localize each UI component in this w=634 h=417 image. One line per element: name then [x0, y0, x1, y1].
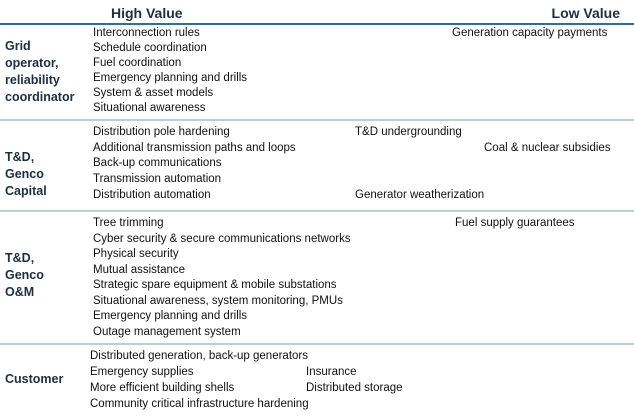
section-label-line: coordinator [5, 90, 75, 104]
list-item: Community critical infrastructure hardening [90, 398, 309, 410]
list-item: Interconnection rules [93, 27, 200, 39]
list-item: Generator weatherization [355, 189, 485, 201]
list-item: Emergency supplies [90, 366, 194, 378]
section-label-line: reliability [5, 73, 60, 87]
list-item: Generation capacity payments [452, 27, 608, 39]
list-item: Additional transmission paths and loops [93, 142, 296, 154]
list-item: Cyber security & secure communications networks [93, 233, 351, 245]
list-item: Situational awareness [93, 102, 206, 114]
list-item: Distributed generation, back-up generators [90, 350, 308, 362]
section-label-line: Grid [5, 39, 31, 53]
section-label-line: O&M [5, 285, 35, 299]
list-item: Schedule coordination [93, 42, 207, 54]
list-item: Fuel coordination [93, 57, 182, 69]
section-label-line: Genco [5, 268, 44, 282]
list-item: Emergency planning and drills [93, 72, 248, 84]
list-item: Tree trimming [93, 217, 164, 229]
section-label-line: Customer [5, 372, 64, 386]
list-item: Outage management system [93, 326, 241, 338]
section-divider [0, 343, 634, 345]
header-rule [0, 23, 634, 25]
section-label-line: Genco [5, 167, 44, 181]
section-label-line: Capital [5, 184, 47, 198]
list-item: More efficient building shells [90, 382, 235, 394]
list-item: Fuel supply guarantees [455, 217, 575, 229]
section-label-line: T&D, [5, 251, 35, 265]
section-label-line: T&D, [5, 150, 35, 164]
list-item: Strategic spare equipment & mobile substations [93, 279, 337, 291]
list-item: Distributed storage [306, 382, 403, 394]
list-item: Distribution automation [93, 189, 211, 201]
low-value-header: Low Value [551, 5, 620, 21]
list-item: Situational awareness, system monitoring, PMUs [93, 295, 343, 307]
list-item: Physical security [93, 248, 179, 260]
list-item: Coal & nuclear subsidies [484, 142, 611, 154]
section-label-line: operator, [5, 56, 59, 70]
section-divider [0, 210, 634, 212]
list-item: Mutual assistance [93, 264, 186, 276]
section-divider [0, 119, 634, 121]
list-item: Back-up communications [93, 157, 222, 169]
list-item: Insurance [306, 366, 357, 378]
list-item: Distribution pole hardening [93, 126, 230, 138]
list-item: System & asset models [93, 87, 214, 99]
list-item: T&D undergrounding [355, 126, 462, 138]
high-value-header: High Value [111, 5, 183, 21]
list-item: Transmission automation [93, 173, 222, 185]
list-item: Emergency planning and drills [93, 310, 248, 322]
